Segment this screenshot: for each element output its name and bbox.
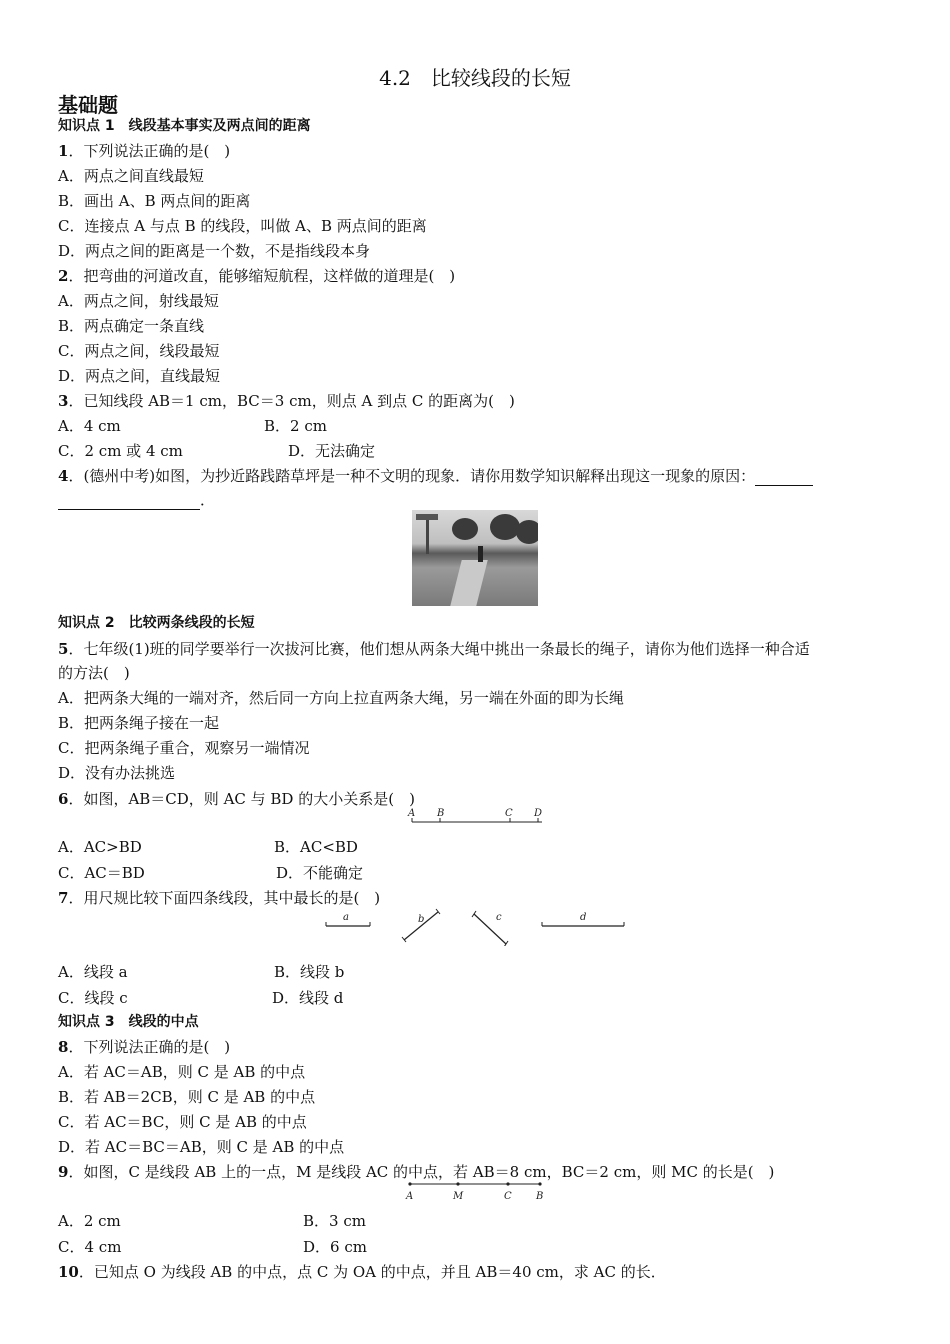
question-7: 7．用尺规比较下面四条线段，其中最长的是( )	[58, 889, 381, 907]
q2-option-c: C．两点之间，线段最短	[58, 342, 220, 360]
q1-option-d: D．两点之间的距离是一个数，不是指线段本身	[58, 242, 371, 260]
point-label-a: A	[408, 808, 416, 819]
q2-option-b: B．两点确定一条直线	[58, 317, 205, 335]
question-5: 5．七年级(1)班的同学要举行一次拔河比赛，他们想从两条大绳中挑出一条最长的绳子，请你为他们选择一种合适	[58, 640, 810, 658]
four-segments-figure	[318, 906, 638, 946]
q6-option-c: C．AC＝BD	[58, 864, 145, 882]
lawn-shortcut-photo	[412, 510, 538, 606]
point-label-c: C	[505, 808, 513, 819]
q8-option-a: A．若 AC＝AB，则 C 是 AB 的中点	[58, 1063, 306, 1081]
q8-option-c: C．若 AC＝BC，则 C 是 AB 的中点	[58, 1113, 307, 1131]
q7-option-c: C．线段 c	[58, 989, 128, 1007]
q3-option-d: D．无法确定	[288, 442, 376, 460]
q1-option-b: B．画出 A、B 两点间的距离	[58, 192, 251, 210]
q8-option-d: D．若 AC＝BC＝AB，则 C 是 AB 的中点	[58, 1138, 345, 1156]
q6-option-d: D．不能确定	[276, 864, 364, 882]
question-6: 6．如图，AB＝CD，则 AC 与 BD 的大小关系是( )	[58, 790, 415, 808]
knowledge-point-1: 知识点 1 线段基本事实及两点间的距离	[58, 118, 311, 134]
q6-option-a: A．AC>BD	[58, 838, 142, 856]
q3-option-b: B．2 cm	[264, 417, 327, 435]
segment-label-a: a	[343, 912, 349, 923]
question-4-continued: ．	[58, 490, 215, 510]
point-label-a: A	[406, 1191, 414, 1202]
segment-label-b: b	[418, 914, 425, 925]
point-label-b: B	[536, 1191, 544, 1202]
q1-option-c: C．连接点 A 与点 B 的线段，叫做 A、B 两点间的距离	[58, 217, 427, 235]
point-label-c: C	[504, 1191, 512, 1202]
question-3: 3．已知线段 AB＝1 cm，BC＝3 cm，则点 A 到点 C 的距离为( )	[58, 392, 515, 410]
q9-option-a: A．2 cm	[58, 1212, 121, 1230]
section-heading: 基础题	[58, 93, 118, 117]
point-label-b: B	[437, 808, 445, 819]
q3-option-a: A．4 cm	[58, 417, 121, 435]
q9-option-d: D．6 cm	[303, 1238, 367, 1256]
question-9: 9．如图，C 是线段 AB 上的一点，M 是线段 AC 的中点，若 AB＝8 cm，BC＝2 cm，则 MC 的长是( )	[58, 1163, 775, 1181]
point-label-m: M	[453, 1191, 464, 1202]
q6-option-b: B．AC<BD	[274, 838, 358, 856]
q5-option-c: C．把两条绳子重合，观察另一端情况	[58, 739, 310, 757]
q5-option-a: A．把两条大绳的一端对齐，然后同一方向上拉直两条大绳，另一端在外面的即为长绳	[58, 689, 624, 707]
question-5-continued: 的方法( )	[58, 664, 130, 682]
segment-label-d: d	[580, 912, 587, 923]
question-2: 2．把弯曲的河道改直，能够缩短航程，这样做的道理是( )	[58, 267, 456, 285]
segment-amcb-figure	[400, 1178, 550, 1204]
q2-option-d: D．两点之间，直线最短	[58, 367, 221, 385]
q5-option-b: B．把两条绳子接在一起	[58, 714, 220, 732]
page-title: 4.2 比较线段的长短	[379, 66, 571, 90]
segment-abcd-figure	[404, 805, 554, 827]
segment-label-c: c	[496, 912, 502, 923]
question-1: 1．下列说法正确的是( )	[58, 142, 231, 160]
q9-option-b: B．3 cm	[303, 1212, 366, 1230]
q9-option-c: C．4 cm	[58, 1238, 122, 1256]
answer-blank[interactable]	[755, 469, 813, 486]
q8-option-b: B．若 AB＝2CB，则 C 是 AB 的中点	[58, 1088, 316, 1106]
q7-option-b: B．线段 b	[274, 963, 345, 981]
q7-option-a: A．线段 a	[58, 963, 128, 981]
knowledge-point-2: 知识点 2 比较两条线段的长短	[58, 615, 255, 631]
q1-option-a: A．两点之间直线最短	[58, 167, 204, 185]
question-8: 8．下列说法正确的是( )	[58, 1038, 231, 1056]
q7-option-d: D．线段 d	[272, 989, 344, 1007]
q5-option-d: D．没有办法挑选	[58, 764, 176, 782]
knowledge-point-3: 知识点 3 线段的中点	[58, 1014, 199, 1030]
answer-blank-continued[interactable]	[58, 493, 200, 510]
question-4: 4．(德州中考)如图，为抄近路践踏草坪是一种不文明的现象．请你用数学知识解释出现这一现象的原因：	[58, 466, 813, 486]
point-label-d: D	[534, 808, 543, 819]
question-10: 10．已知点 O 为线段 AB 的中点，点 C 为 OA 的中点，并且 AB＝40 cm，求 AC 的长．	[58, 1263, 666, 1281]
q3-option-c: C．2 cm 或 4 cm	[58, 442, 183, 460]
q2-option-a: A．两点之间，射线最短	[58, 292, 219, 310]
